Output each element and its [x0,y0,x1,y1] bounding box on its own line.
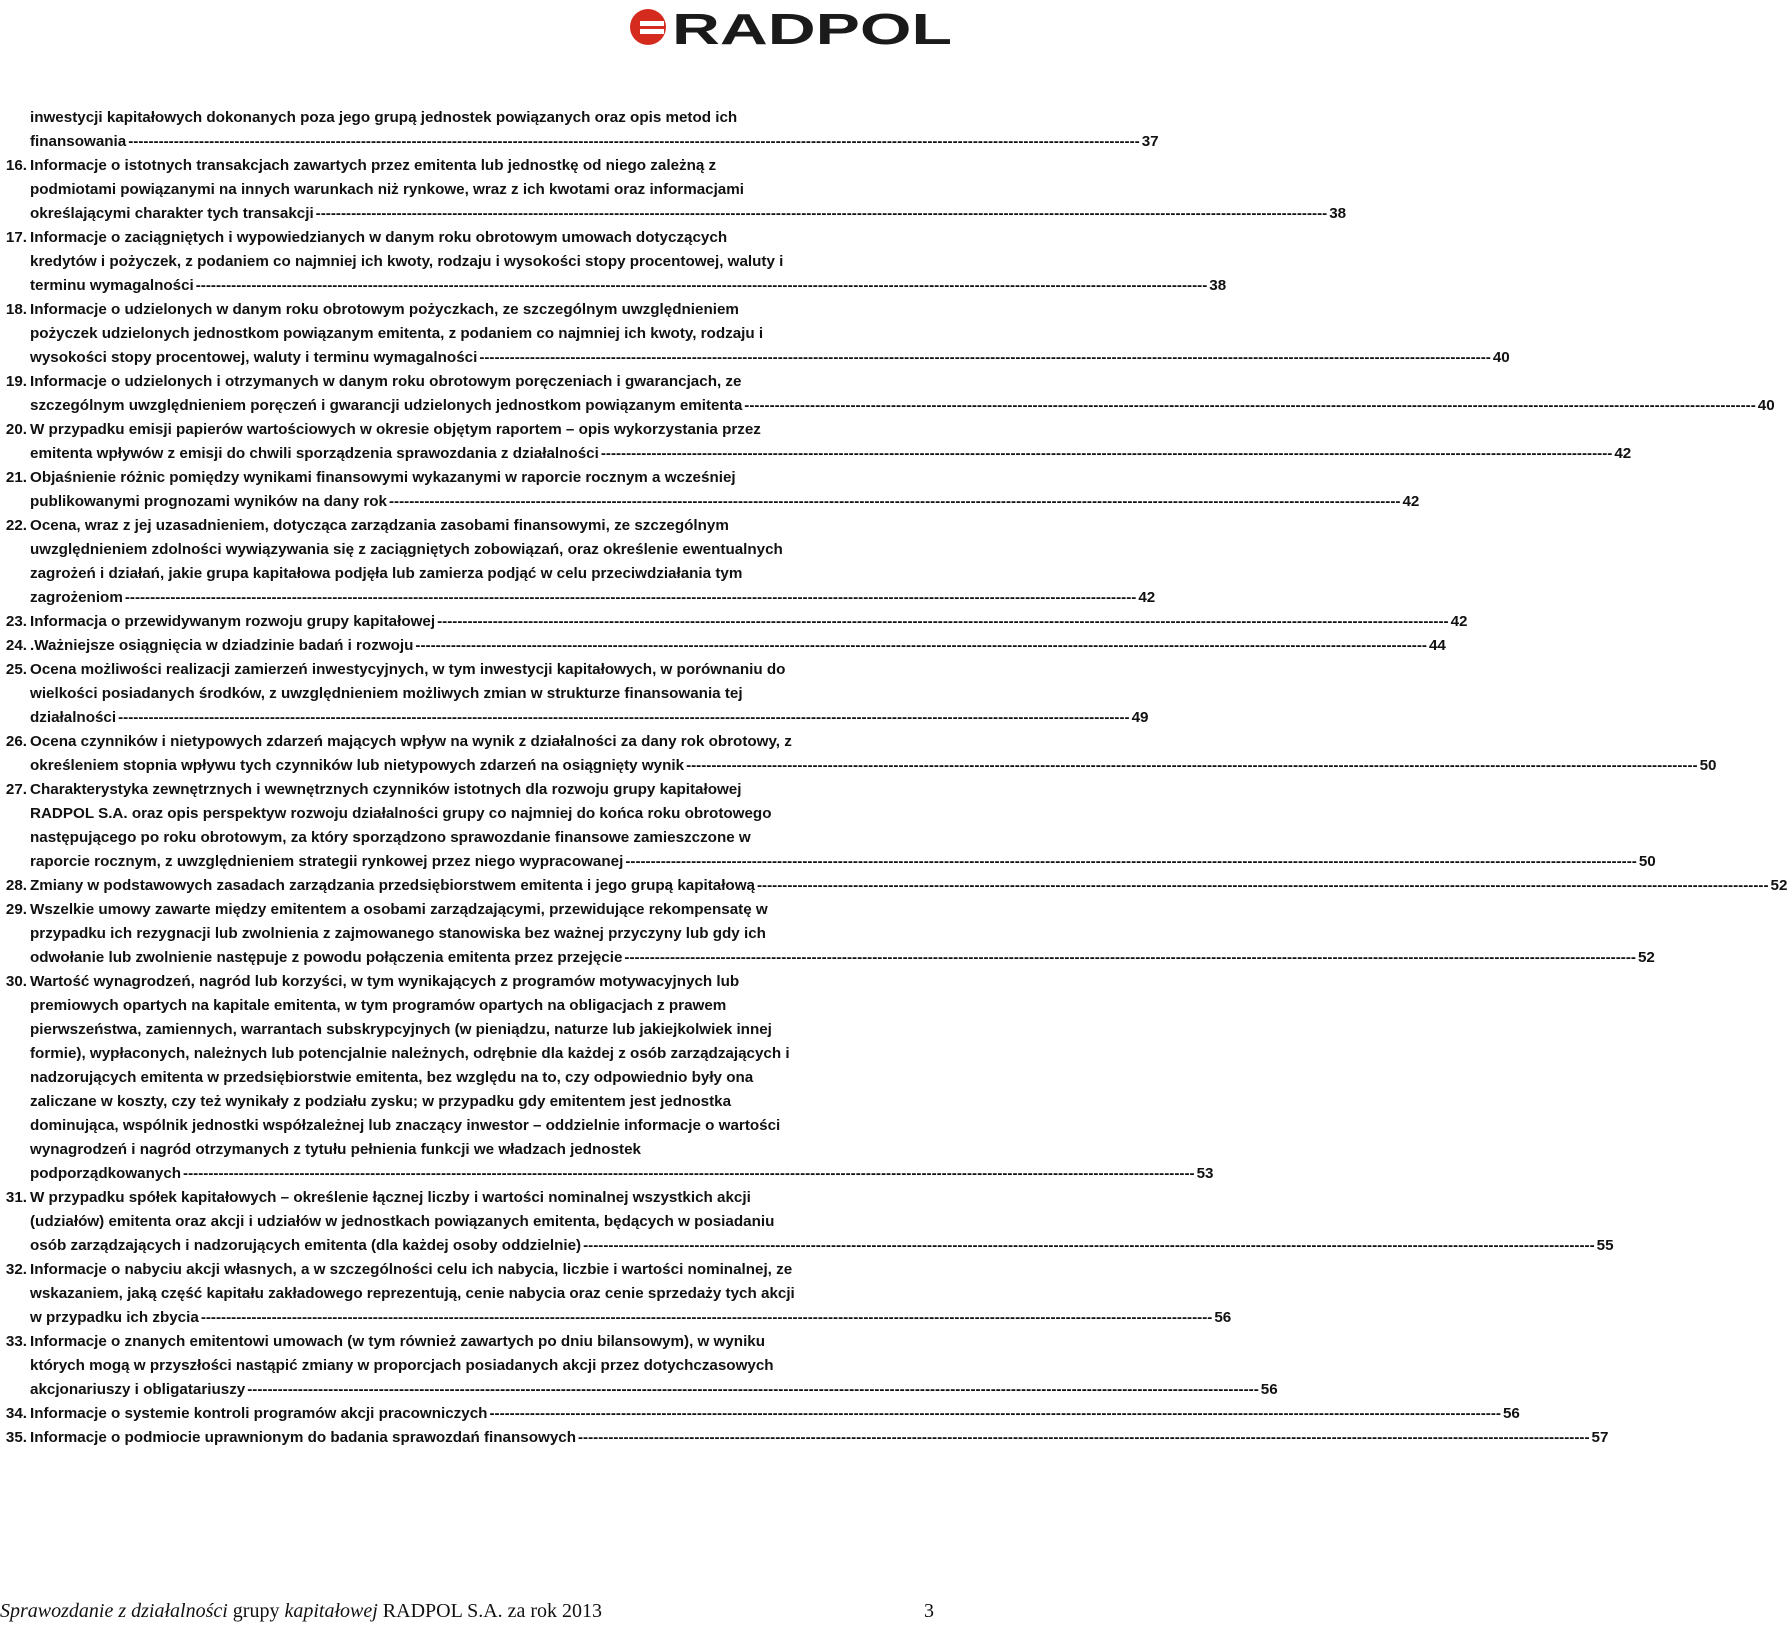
toc-entry-line [30,442,1632,466]
toc-entry-line [30,346,1510,370]
toc-dot-leader: -------------------------------------------------------------------------------------------------------------------------------------------------------------------------------------------------------- [388,493,1401,510]
toc-entry-line [30,634,1446,658]
toc-entry-line [30,514,934,538]
toc-dot-leader: -------------------------------------------------------------------------------------------------------------------------------------------------------------------------------------------------------- [118,709,1130,726]
toc-entry-number-text: 19. [5,373,27,390]
toc-entry-line [30,922,934,946]
toc-entry-title: wysokości stopy procentowej, waluty i terminu wymagalności [30,349,478,366]
table-of-contents [5,106,1787,1450]
toc-entry-title: premiowych opartych na kapitale emitenta, w tym programów opartych na obligacjach z prawem [30,997,727,1014]
toc-entry-line [30,1378,1278,1402]
toc-entry-title: następującego po roku obrotowym, za który sporządzono sprawozdanie finansowe zamieszczone w [30,829,751,846]
toc-entry-number-text: 28. [5,877,27,894]
toc-entry-title: działalności [30,709,117,726]
toc-entry-number-text: 22. [5,517,27,534]
toc-entry-line [30,778,934,802]
toc-entry-number-text: 34. [5,1405,27,1422]
toc-entry[interactable] [5,634,1446,658]
toc-entry-title: podporządkowanych [30,1165,182,1182]
toc-entry-line [30,466,934,490]
toc-entry-line [30,1186,934,1210]
toc-entry[interactable] [5,1258,1232,1330]
toc-entry-line [30,394,1775,418]
toc-entry-title: zagrożeniom [30,589,123,606]
toc-entry-title: Informacja o przewidywanym rozwoju grupy kapitałowej [30,613,436,630]
toc-entry-title: raporcie rocznym, z uwzględnieniem strategii rynkowej przez niego wypracowanej [30,853,624,870]
toc-entry-body [30,1186,1614,1258]
toc-entry-title: akcjonariuszy i obligatariuszy [30,1381,246,1398]
toc-entry-number-text: 20. [5,421,27,438]
toc-dot-leader: -------------------------------------------------------------------------------------------------------------------------------------------------------------------------------------------------------- [200,1309,1213,1326]
toc-entry-title: podmiotami powiązanymi na innych warunkach niż rynkowe, wraz z ich kwotami oraz informacjami [30,181,744,198]
toc-entry-title: Informacje o istotnych transakcjach zawartych przez emitenta lub jednostkę od niego zależną z [30,157,717,174]
toc-entry-number-text: 25. [5,661,27,678]
toc-entry-line [30,802,934,826]
toc-entry-number-text: 29. [5,901,27,918]
toc-page-number: 42 [1402,493,1420,510]
toc-dot-leader: -------------------------------------------------------------------------------------------------------------------------------------------------------------------------------------------------------- [183,1165,1195,1182]
toc-entry[interactable] [5,514,1156,610]
toc-entry-body [30,634,1446,658]
toc-entry-line [30,106,934,130]
toc-entry-title: zaliczane w koszty, czy też wynikały z podziału zysku; w przypadku gdy emitentem jest jednostka [30,1093,732,1110]
toc-entry-number-text: 16. [5,157,27,174]
toc-page-number: 50 [1699,757,1717,774]
toc-entry[interactable] [5,610,1468,634]
toc-entry-line [30,1282,934,1306]
toc-entry-number-text: 27. [5,781,27,798]
toc-page-number: 50 [1638,853,1656,870]
toc-entry-title: Ocena możliwości realizacji zamierzeń inwestycyjnych, w tym inwestycji kapitałowych, w porównaniu do [30,661,786,678]
toc-entry-title: W przypadku emisji papierów wartościowych w okresie objętym raportem – opis wykorzystania przez [30,421,761,438]
toc-entry-line [30,1090,934,1114]
toc-entry-line [30,130,1159,154]
toc-dot-leader: -------------------------------------------------------------------------------------------------------------------------------------------------------------------------------------------------------- [600,445,1613,462]
toc-entry-title: Objaśnienie różnic pomiędzy wynikami finansowymi wykazanymi w raporcie rocznym a wcześniej [30,469,736,486]
toc-entry-line [30,178,934,202]
toc-entry-line [30,1234,1614,1258]
toc-entry-line [30,1426,1609,1450]
toc-page-number: 56 [1502,1405,1520,1422]
toc-page-number: 44 [1428,637,1446,654]
toc-entry-line [30,322,934,346]
toc-entry[interactable] [5,778,1656,874]
toc-entry-title: wielkości posiadanych środków, z uwzględnieniem możliwych zmian w strukturze finansowania tej [30,685,743,702]
toc-entry-number-text: 24. [5,637,27,654]
toc-entry-line [30,754,1717,778]
toc-entry-title: przypadku ich rezygnacji lub zwolnienia z zajmowanego stanowiska bez ważnej przyczyny lub gdy ich [30,925,766,942]
logo-text: RADPOL [672,5,952,54]
toc-dot-leader: -------------------------------------------------------------------------------------------------------------------------------------------------------------------------------------------------------- [583,1237,1595,1254]
toc-entry-title: wynagrodzeń i nagród otrzymanych z tytułu pełnienia funkcji we władzach jednostek [30,1141,641,1158]
toc-entry-title: kredytów i pożyczek, z podaniem co najmniej ich kwoty, rodzaju i wysokości stopy procentowej, waluty i [30,253,784,270]
toc-entry-title: dominująca, wspólnik jednostki współzależnej lub znaczący inwestor – oddzielnie informacje o wartości [30,1117,781,1134]
toc-entry-line [30,946,1655,970]
toc-entry-title: pierwszeństwa, zamiennych, warrantach subskrypcyjnych (w pieniądzu, naturze lub jakiejkolwiek innej [30,1021,772,1038]
toc-entry-line [30,1354,934,1378]
toc-page-number: 52 [1770,877,1787,894]
toc-entry-number-text: 30. [5,973,27,990]
toc-entry-body [30,874,1787,898]
toc-entry-line [30,610,1468,634]
toc-page-number: 42 [1450,613,1468,630]
toc-page-number: 40 [1492,349,1510,366]
toc-entry-body [30,970,1214,1186]
toc-entry-body [30,466,1420,514]
toc-page-number: 57 [1591,1429,1609,1446]
toc-entry-title: w przypadku ich zbycia [30,1309,199,1326]
toc-page-number: 52 [1637,949,1655,966]
toc-entry-line [30,202,1347,226]
toc-entry-line [30,562,934,586]
toc-entry-title: formie), wypłaconych, należnych lub potencjalnie należnych, odrębnie dla każdej z osób zarządzających i [30,1045,790,1062]
toc-entry-title: finansowania [30,133,127,150]
toc-entry-title: określeniem stopnia wpływu tych czynników lub nietypowych zdarzeń na osiągnięty wynik [30,757,685,774]
toc-entry-body [30,610,1468,634]
toc-entry[interactable] [5,730,1717,778]
toc-entry-line [30,1066,934,1090]
toc-entry-number-text: 32. [5,1261,27,1278]
toc-entry-title: .Ważniejsze osiągnięcia w dziadzinie badań i rozwoju [30,637,414,654]
toc-entry-title: zagrożeń i działań, jakie grupa kapitałowa podjęła lub zamierza podjąć w celu przeciwdziałania tym [30,565,743,582]
toc-dot-leader: -------------------------------------------------------------------------------------------------------------------------------------------------------------------------------------------------------- [489,1405,1501,1422]
toc-entry-title: uwzględnieniem zdolności wywiązywania się z zaciągniętych zobowiązań, oraz określenie ewentualnych [30,541,783,558]
toc-page-number: 49 [1131,709,1149,726]
toc-entry-body [30,514,1156,610]
toc-entry-title: nadzorujących emitenta w przedsiębiorstwie emitenta, bez względu na to, czy odpowiednio były ona [30,1069,754,1086]
toc-entry-title: RADPOL S.A. oraz opis perspektyw rozwoju działalności grupy co najmniej do końca roku obrotowego [30,805,772,822]
toc-page-number: 42 [1614,445,1632,462]
toc-entry-title: W przypadku spółek kapitałowych – określenie łącznej liczby i wartości nominalnej wszystkich akcji [30,1189,751,1206]
toc-entry-body [30,658,1149,730]
toc-entry[interactable] [5,466,1420,514]
toc-entry-title: terminu wymagalności [30,277,194,294]
toc-entry-line [30,874,1787,898]
toc-entry-body [30,106,1159,154]
toc-entry-title: (udziałów) emitenta oraz akcji i udziałów w jednostkach powiązanych emitenta, będących w posiadaniu [30,1213,775,1230]
toc-entry-line [30,250,934,274]
toc-entry-body [30,1258,1232,1330]
toc-entry-title: odwołanie lub zwolnienie następuje z powodu połączenia emitenta przez przejęcie [30,949,623,966]
toc-entry-body [30,778,1656,874]
toc-entry-number-text: 21. [5,469,27,486]
toc-entry-title: Informacje o systemie kontroli programów akcji pracowniczych [30,1405,488,1422]
toc-entry[interactable] [5,370,1775,418]
toc-entry-body [30,226,1227,298]
toc-page-number: 37 [1141,133,1159,150]
toc-entry-title: Wszelkie umowy zawarte między emitentem a osobami zarządzającymi, przewidujące rekompensatę w [30,901,768,918]
toc-entry-number-text: 17. [5,229,27,246]
toc-entry[interactable] [30,106,1159,154]
toc-entry-line [30,586,1156,610]
toc-dot-leader: -------------------------------------------------------------------------------------------------------------------------------------------------------------------------------------------------------- [437,613,1449,630]
toc-entry-line [30,1258,934,1282]
toc-entry-number-text: 26. [5,733,27,750]
toc-entry-title: Ocena czynników i nietypowych zdarzeń mających wpływ na wynik z działalności za dany rok obrotowy, z [30,733,792,750]
toc-entry[interactable] [5,298,1510,370]
toc-entry-line [30,682,934,706]
page-footer [0,1594,934,1630]
toc-entry-title: Informacje o podmiocie uprawnionym do badania sprawozdań finansowych [30,1429,576,1446]
toc-entry[interactable] [5,874,1787,898]
toc-entry-title: emitenta wpływów z emisji do chwili sporządzenia sprawozdania z działalności [30,445,599,462]
toc-dot-leader: -------------------------------------------------------------------------------------------------------------------------------------------------------------------------------------------------------- [247,1381,1259,1398]
toc-entry-body [30,370,1775,418]
toc-entry-line [30,658,934,682]
toc-entry-title: Informacje o zaciągniętych i wypowiedzianych w danym roku obrotowym umowach dotyczących [30,229,728,246]
toc-entry-title: Ocena, wraz z jej uzasadnieniem, dotycząca zarządzania zasobami finansowymi, ze szczególnym [30,517,729,534]
toc-entry[interactable] [5,1426,1609,1450]
toc-entry-title: inwestycji kapitałowych dokonanych poza jego grupą jednostek powiązanych oraz opis metod ich [30,109,738,126]
toc-entry-title: Informacje o znanych emitentowi umowach (w tym również zawartych po dniu bilansowym), w wyniku [30,1333,766,1350]
toc-entry-title: szczególnym uwzględnieniem poręczeń i gwarancji udzielonych jednostkom powiązanym emitenta [30,397,743,414]
toc-entry-title: określającymi charakter tych transakcji [30,205,314,222]
toc-page-number: 56 [1260,1381,1278,1398]
toc-entry-line [30,850,1656,874]
toc-entry-line [30,898,934,922]
toc-entry-line [30,1042,934,1066]
toc-entry-title: publikowanymi prognozami wyników na dany rok [30,493,387,510]
toc-entry-line [30,154,934,178]
toc-page-number: 38 [1209,277,1227,294]
toc-entry-number-text: 31. [5,1189,27,1206]
toc-entry-number-text: 23. [5,613,27,630]
toc-entry-line [30,1018,934,1042]
toc-page-number: 53 [1196,1165,1214,1182]
toc-entry-line [30,994,934,1018]
toc-dot-leader: -------------------------------------------------------------------------------------------------------------------------------------------------------------------------------------------------------- [124,589,1137,606]
toc-dot-leader: -------------------------------------------------------------------------------------------------------------------------------------------------------------------------------------------------------- [744,397,1756,414]
toc-entry-line [30,274,1227,298]
toc-entry-line [30,1138,934,1162]
toc-entry-line [30,730,934,754]
toc-entry-body [30,298,1510,370]
toc-entry-title: osób zarządzających i nadzorujących emitenta (dla każdej osoby oddzielnie) [30,1237,582,1254]
toc-entry-number-text: 18. [5,301,27,318]
toc-page-number: 42 [1138,589,1156,606]
toc-entry-line [30,706,1149,730]
toc-entry-line [30,298,934,322]
toc-entry-title: Informacje o udzielonych i otrzymanych w danym roku obrotowym poręczeniach i gwarancjach, ze [30,373,742,390]
toc-entry-title: których mogą w przyszłości nastąpić zmiany w proporcjach posiadanych akcji przez dotychczasowych [30,1357,774,1374]
toc-dot-leader: -------------------------------------------------------------------------------------------------------------------------------------------------------------------------------------------------------- [624,949,1636,966]
toc-entry-title: Informacje o nabyciu akcji własnych, a w szczególności celu ich nabycia, liczbie i wartości nominalnej, ze [30,1261,793,1278]
toc-entry-line [30,1402,1520,1426]
toc-entry[interactable] [5,1402,1520,1426]
toc-entry-body [30,730,1717,778]
toc-entry-line [30,370,934,394]
toc-entry-number-text: 33. [5,1333,27,1350]
toc-entry-line [30,1114,934,1138]
toc-entry-body [30,154,1347,226]
radpol-logo [626,4,956,54]
toc-entry-line [30,1330,934,1354]
toc-entry-number-text: 35. [5,1429,27,1446]
toc-dot-leader: -------------------------------------------------------------------------------------------------------------------------------------------------------------------------------------------------------- [686,757,1698,774]
toc-entry-body [30,418,1632,466]
toc-entry[interactable] [5,1186,1614,1258]
toc-entry-line [30,970,934,994]
toc-entry-body [30,898,1655,970]
toc-dot-leader: -------------------------------------------------------------------------------------------------------------------------------------------------------------------------------------------------------- [625,853,1637,870]
toc-entry[interactable] [5,154,1347,226]
toc-page-number: 56 [1214,1309,1232,1326]
toc-entry[interactable] [5,226,1227,298]
toc-entry-line [30,1210,934,1234]
toc-dot-leader: -------------------------------------------------------------------------------------------------------------------------------------------------------------------------------------------------------- [195,277,1208,294]
toc-page-number: 55 [1596,1237,1614,1254]
toc-dot-leader: -------------------------------------------------------------------------------------------------------------------------------------------------------------------------------------------------------- [315,205,1328,222]
toc-dot-leader: -------------------------------------------------------------------------------------------------------------------------------------------------------------------------------------------------------- [479,349,1491,366]
toc-entry-body [30,1330,1278,1402]
footer-text-part: kapitałowej [284,1600,378,1622]
toc-page-number: 38 [1329,205,1347,222]
toc-entry-line [30,826,934,850]
toc-entry[interactable] [5,658,1149,730]
toc-page-number: 40 [1757,397,1775,414]
toc-dot-leader: -------------------------------------------------------------------------------------------------------------------------------------------------------------------------------------------------------- [578,1429,1590,1446]
toc-entry-line [30,418,934,442]
toc-entry[interactable] [5,898,1655,970]
footer-text-part: grupy [227,1600,285,1622]
toc-entry-line [30,1306,1232,1330]
toc-dot-leader: -------------------------------------------------------------------------------------------------------------------------------------------------------------------------------------------------------- [415,637,1427,654]
toc-entry-line [30,538,934,562]
toc-dot-leader: -------------------------------------------------------------------------------------------------------------------------------------------------------------------------------------------------------- [756,877,1769,894]
toc-entry-line [30,490,1420,514]
toc-entry-title: Wartość wynagrodzeń, nagród lub korzyści, w tym wynikających z programów motywacyjnych lub [30,973,740,990]
toc-entry[interactable] [5,418,1632,466]
footer-text [0,1600,602,1623]
toc-entry-line [30,1162,1214,1186]
toc-dot-leader: -------------------------------------------------------------------------------------------------------------------------------------------------------------------------------------------------------- [128,133,1140,150]
toc-entry-title: wskazaniem, jaką część kapitału zakładowego reprezentują, cenie nabycia oraz cenie sprzedaży tych akcji [30,1285,795,1302]
toc-entry-title: Informacje o udzielonych w danym roku obrotowym pożyczkach, ze szczególnym uwzględnieniem [30,301,739,318]
logo-mark-icon [630,9,666,45]
toc-entry[interactable] [5,970,1214,1186]
footer-text-part: Sprawozdanie z działalności [0,1600,228,1622]
toc-entry-body [30,1402,1520,1426]
page-number: 3 [924,1600,934,1622]
footer-text-part: RADPOL S.A. za rok 2013 [377,1600,603,1622]
toc-entry[interactable] [5,1330,1278,1402]
toc-entry-title: Zmiany w podstawowych zasadach zarządzania przedsiębiorstwem emitenta i jego grupą kapitałową [30,877,755,894]
toc-entry-title: Charakterystyka zewnętrznych i wewnętrznych czynników istotnych dla rozwoju grupy kapitałowej [30,781,742,798]
toc-entry-line [30,226,934,250]
toc-entry-body [30,1426,1609,1450]
toc-entry-title: pożyczek udzielonych jednostkom powiązanym emitenta, z podaniem co najmniej ich kwoty, rodzaju i [30,325,764,342]
